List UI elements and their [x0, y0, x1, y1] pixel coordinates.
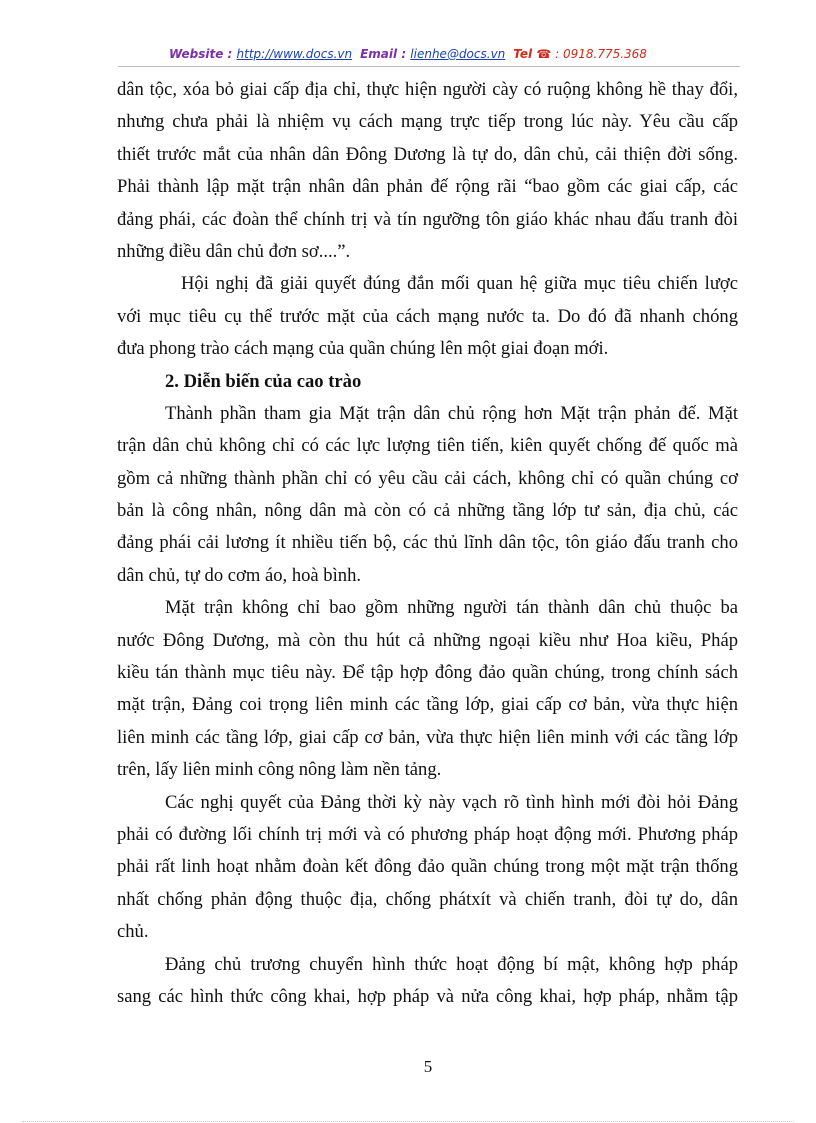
paragraph-line: phải rất linh hoạt nhằm đoàn kết đông đảo quần chúng trong một mặt trận thống — [117, 856, 738, 878]
paragraph-line: đảng phái cải lương ít nhiều tiến bộ, các thủ lĩnh dân tộc, tôn giáo đấu tranh cho — [117, 532, 738, 554]
paragraph-line: những điều dân chủ đơn sơ....”. — [117, 240, 351, 262]
header-divider — [118, 66, 740, 67]
paragraph — [117, 592, 738, 786]
paragraph-line: Thành phần tham gia Mặt trận dân chủ rộng hơn Mặt trận phản đế. Mặt — [165, 402, 738, 424]
website-link[interactable]: http://www.docs.vn — [236, 47, 353, 61]
paragraph-line: nhất chống phản động thuộc địa, chống phátxít và chiến tranh, đòi tự do, dân — [117, 888, 738, 910]
paragraph-line: gồm cả những thành phần chỉ có yêu cầu cải cách, không chỉ có quần chúng cơ — [117, 467, 738, 489]
paragraph — [117, 787, 738, 949]
paragraph-line: với mục tiêu cụ thể trước mặt của cách mạng nước ta. Do đó đã nhanh chóng — [117, 305, 738, 327]
footer-divider — [22, 1121, 794, 1122]
section-heading-text: 2. Diễn biến của cao trào — [165, 370, 362, 392]
paragraph-line: đưa phong trào cách mạng của quần chúng lên một giai đoạn mới. — [117, 338, 609, 360]
paragraph-line: kiều tán thành mục tiêu này. Để tập hợp đông đảo quần chúng, trong chính sách — [117, 662, 738, 684]
paragraph-line: Hội nghị đã giải quyết đúng đắn mối quan hệ giữa mục tiêu chiến lược — [181, 273, 738, 295]
paragraph-line: mặt trận, Đảng coi trọng liên minh các tầng lớp, giai cấp cơ bản, vừa thực hiện — [117, 694, 738, 716]
paragraph-line: Mặt trận không chỉ bao gồm những người tán thành dân chủ thuộc ba — [165, 597, 738, 619]
paragraph-line: trên, lấy liên minh công nông làm nền tảng. — [117, 759, 442, 781]
paragraph-line: nhưng chưa phải là nhiệm vụ cách mạng trực tiếp trong lúc này. Yêu cầu cấp — [117, 111, 738, 133]
tel-number: 0918.775.368 — [562, 47, 647, 61]
paragraph-line: trận dân chủ không chỉ có các lực lượng tiên tiến, kiên quyết chống đế quốc mà — [117, 435, 738, 457]
email-separator: : — [397, 47, 411, 61]
paragraph-line: Đảng chủ trương chuyển hình thức hoạt động bí mật, không hợp pháp — [165, 953, 738, 975]
paragraph — [117, 398, 738, 592]
paragraph-line: chủ. — [117, 921, 149, 943]
paragraph-line: Phải thành lập mặt trận nhân dân phản đế rộng rãi “bao gồm các giai cấp, các — [117, 176, 738, 198]
paragraph-line: liên minh các tầng lớp, giai cấp cơ bản, vừa thực hiện liên minh với các tầng lớp — [117, 726, 738, 748]
email-label: Email — [360, 47, 398, 61]
tel-separator: : — [551, 47, 563, 61]
paragraph-line: đảng phái, các đoàn thể chính trị và tín ngưỡng tôn giáo khác nhau đấu tranh đòi — [117, 208, 738, 230]
website-separator: : — [223, 47, 237, 61]
paragraph-line: bản là công nhân, nông dân mà còn có cả những tầng lớp tư sản, địa chủ, các — [117, 500, 738, 522]
paragraph-line: sang các hình thức công khai, hợp pháp và nửa công khai, hợp pháp, nhằm tập — [117, 985, 738, 1007]
paragraph — [117, 74, 738, 268]
document-body — [117, 74, 738, 1013]
page-number: 5 — [423, 1057, 433, 1076]
paragraph-line: Các nghị quyết của Đảng thời kỳ này vạch rõ tình hình mới đòi hỏi Đảng — [165, 791, 738, 813]
page-header — [0, 47, 816, 61]
paragraph-line: nước Đông Dương, mà còn thu hút cả những ngoại kiều như Hoa kiều, Pháp — [117, 629, 738, 651]
paragraph — [117, 949, 738, 1014]
paragraph-line: dân tộc, xóa bỏ giai cấp địa chỉ, thực hiện người cày có ruộng không hề thay đổi, — [117, 79, 738, 100]
paragraph-line: thiết trước mắt của nhân dân Đông Dương là tự do, dân chủ, cải thiện đời sống. — [117, 143, 738, 165]
section-heading — [117, 366, 738, 398]
paragraph-line: dân chủ, tự do cơm áo, hoà bình. — [117, 564, 362, 586]
paragraph — [117, 268, 738, 365]
website-label: Website — [169, 47, 224, 61]
tel-label: Tel ☎ — [513, 47, 552, 61]
email-link[interactable]: lienhe@docs.vn — [410, 47, 506, 61]
paragraph-line: phải có đường lối chính trị mới và có phương pháp hoạt động mới. Phương pháp — [117, 823, 738, 845]
